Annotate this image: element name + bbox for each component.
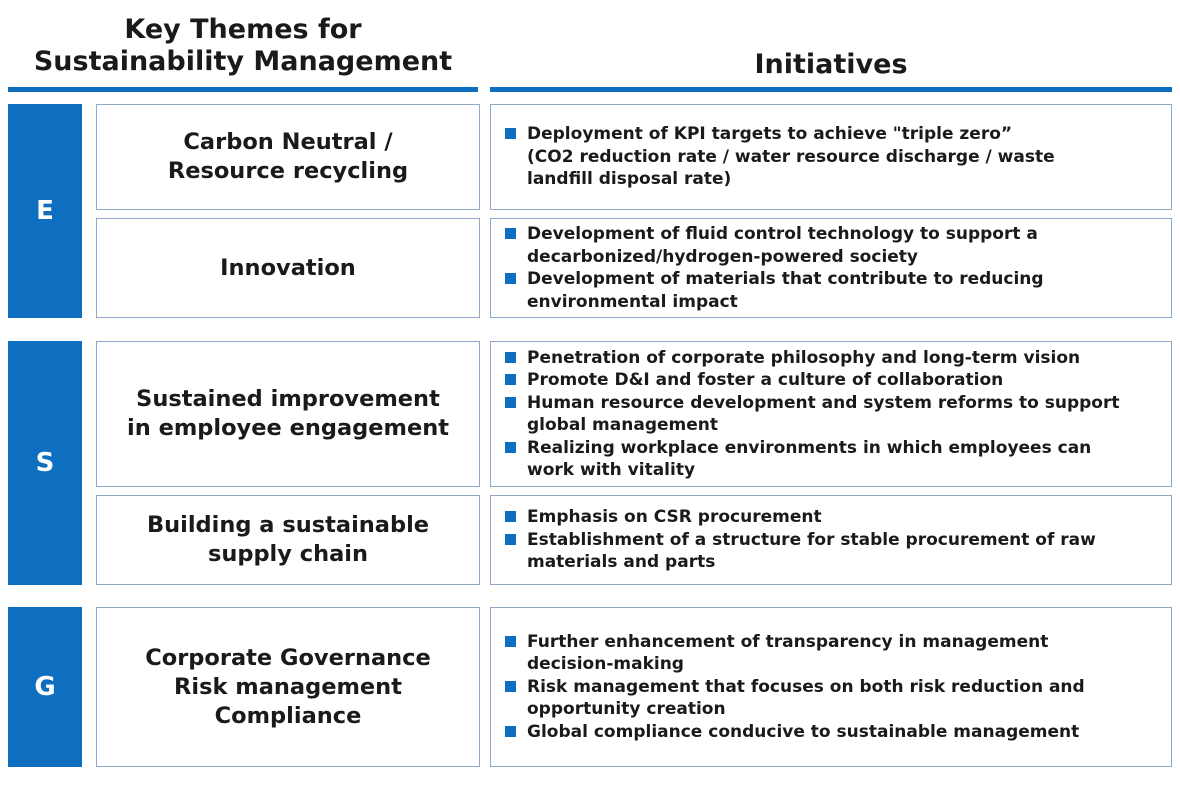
list-item: Human resource development and system reforms to support global management <box>505 392 1147 437</box>
theme-employee-engagement <box>96 341 480 487</box>
theme-title: Corporate Governance Risk management Compliance <box>145 644 431 729</box>
square-bullet-icon <box>505 228 516 239</box>
theme-innovation <box>96 218 480 318</box>
list-item: Development of fluid control technology to support a decarbonized/hydrogen-powered society <box>505 223 1147 268</box>
theme-governance <box>96 607 480 767</box>
esg-bar-governance <box>8 607 82 767</box>
square-bullet-icon <box>505 726 516 737</box>
list-item: Global compliance conducive to sustainable management <box>505 721 1147 744</box>
list-item: Deployment of KPI targets to achieve "triple zero” (CO2 reduction rate / water resource discharge / waste landfill disposal rate) <box>505 123 1147 191</box>
square-bullet-icon <box>505 442 516 453</box>
esg-bar-social <box>8 341 82 585</box>
list-item: Realizing workplace environments in which employees can work with vitality <box>505 437 1147 482</box>
square-bullet-icon <box>505 374 516 385</box>
key-themes-heading: Key Themes for Sustainability Management <box>33 14 453 77</box>
list-item: Establishment of a structure for stable procurement of raw materials and parts <box>505 529 1147 574</box>
square-bullet-icon <box>505 534 516 545</box>
square-bullet-icon <box>505 352 516 363</box>
initiatives-carbon-neutral <box>490 104 1172 210</box>
esg-letter: S <box>35 448 55 478</box>
initiatives-supply-chain <box>490 495 1172 585</box>
initiatives-heading: Initiatives <box>754 49 908 80</box>
esg-letter: E <box>36 196 54 226</box>
square-bullet-icon <box>505 273 516 284</box>
initiatives-underline <box>490 87 1172 92</box>
list-item: Promote D&I and foster a culture of collaboration <box>505 369 1147 392</box>
square-bullet-icon <box>505 128 516 139</box>
list-item: Penetration of corporate philosophy and long-term vision <box>505 347 1147 370</box>
theme-title: Innovation <box>220 254 356 281</box>
square-bullet-icon <box>505 681 516 692</box>
key-themes-underline <box>8 87 478 92</box>
theme-supply-chain <box>96 495 480 585</box>
esg-letter: G <box>34 672 56 702</box>
square-bullet-icon <box>505 511 516 522</box>
theme-carbon-neutral <box>96 104 480 210</box>
list-item: Development of materials that contribute to reducing environmental impact <box>505 268 1147 313</box>
esg-bar-environment <box>8 104 82 318</box>
list-item: Emphasis on CSR procurement <box>505 506 1147 529</box>
list-item: Further enhancement of transparency in management decision-making <box>505 631 1147 676</box>
initiatives-employee-engagement <box>490 341 1172 487</box>
theme-title: Sustained improvement in employee engagement <box>127 386 449 441</box>
square-bullet-icon <box>505 636 516 647</box>
theme-title: Building a sustainable supply chain <box>146 512 430 567</box>
initiatives-governance <box>490 607 1172 767</box>
square-bullet-icon <box>505 397 516 408</box>
initiatives-innovation <box>490 218 1172 318</box>
theme-title: Carbon Neutral / Resource recycling <box>167 129 409 184</box>
list-item: Risk management that focuses on both risk reduction and opportunity creation <box>505 676 1147 721</box>
